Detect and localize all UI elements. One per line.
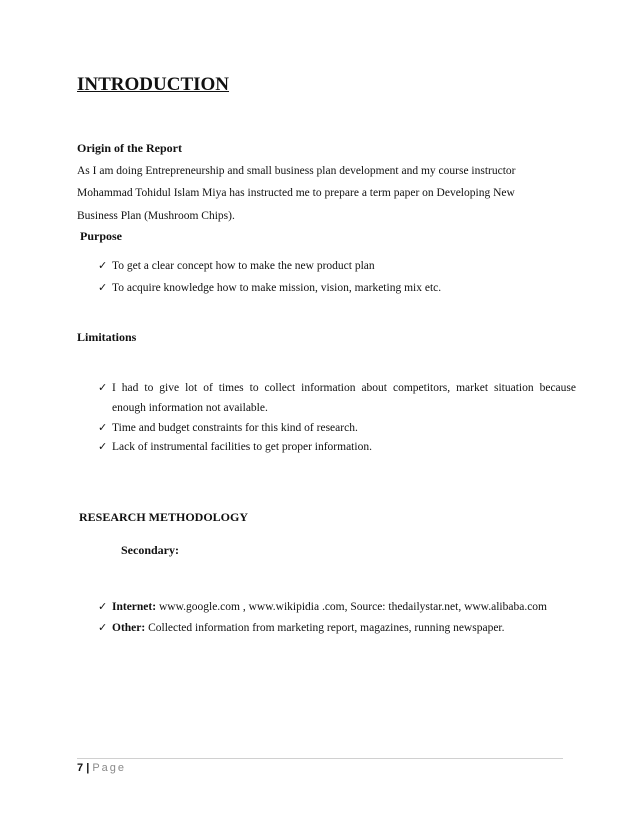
research-heading: RESEARCH METHODOLOGY <box>79 510 249 524</box>
research-subheading: Secondary: <box>121 543 179 557</box>
research-item-text: Collected information from marketing report, magazines, running newspaper. <box>145 622 505 634</box>
origin-heading: Origin of the Report <box>77 141 182 155</box>
page-label: Page <box>92 762 127 774</box>
checkmark-icon: ✓ <box>98 621 108 634</box>
origin-line-1: As I am doing Entrepreneurship and small business plan development and my course instructor <box>77 165 516 177</box>
purpose-item: ✓ To get a clear concept how to make the new product plan <box>98 259 375 272</box>
checkmark-icon: ✓ <box>98 421 108 434</box>
origin-line-3: Business Plan (Mushroom Chips). <box>77 210 235 222</box>
checkmark-icon: ✓ <box>98 381 108 394</box>
checkmark-icon: ✓ <box>98 440 108 453</box>
limitations-item-continuation: enough information not available. <box>112 402 268 414</box>
purpose-heading: Purpose <box>80 229 122 243</box>
limitations-item: ✓ I had to give lot of times to collect information about competitors, market situation because <box>98 381 576 394</box>
purpose-item: ✓ To acquire knowledge how to make mission, vision, marketing mix etc. <box>98 281 442 294</box>
limitations-item: ✓ Time and budget constraints for this kind of research. <box>98 421 358 434</box>
checkmark-icon: ✓ <box>98 281 108 294</box>
research-item <box>98 621 505 634</box>
research-item <box>98 600 547 613</box>
research-item-label: Internet: <box>112 601 157 613</box>
page-title: INTRODUCTION <box>77 74 230 95</box>
page-footer <box>77 762 126 774</box>
footer-separator: | <box>86 762 90 774</box>
origin-line-2: Mohammad Tohidul Islam Miya has instructed me to prepare a term paper on Developing New <box>77 187 515 199</box>
checkmark-icon: ✓ <box>98 259 108 272</box>
footer-divider <box>77 758 563 759</box>
research-item-label: Other: <box>112 622 146 634</box>
research-item-text: www.google.com , www.wikipidia .com, Source: thedailystar.net, www.alibaba.com <box>156 601 547 613</box>
limitations-heading: Limitations <box>77 330 137 344</box>
limitations-item: ✓ Lack of instrumental facilities to get proper information. <box>98 440 372 453</box>
page-number: 7 <box>77 762 84 774</box>
checkmark-icon: ✓ <box>98 600 108 613</box>
